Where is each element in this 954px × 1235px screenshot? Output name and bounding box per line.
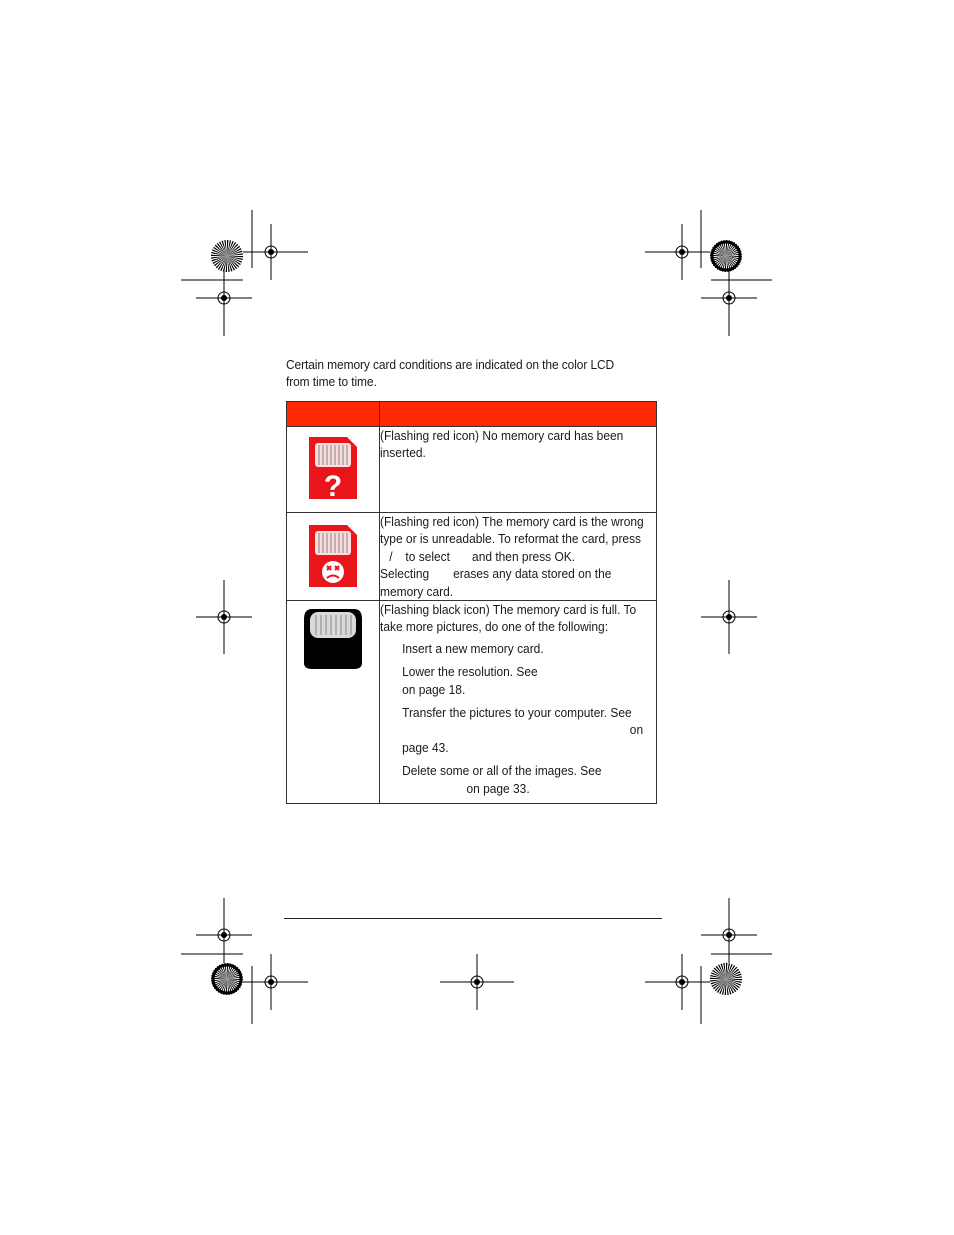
table-row: [287, 513, 657, 601]
svg-text:?: ?: [323, 470, 343, 501]
registration-star-mark: [710, 240, 742, 272]
description-cell: [380, 427, 657, 513]
memory-card-conditions-table: [286, 401, 657, 804]
card-full-options-list: [380, 640, 647, 797]
icon-cell: [287, 601, 380, 804]
list-item: Transfer the pictures to your computer. See on page 43.: [402, 705, 644, 755]
wrong-card-description: (Flashing red icon) The memory card is the wrong type or is unreadable. To reformat the card, press / to select and then press OK.Selecting erases any data stored on the memory card.: [380, 514, 644, 599]
registration-star-mark: [211, 963, 243, 995]
no-card-description: (Flashing red icon) No memory card has been inserted.: [380, 428, 624, 461]
header-cell-description: [380, 402, 657, 427]
table-row: [287, 601, 657, 804]
registration-star-mark: [710, 963, 742, 995]
footer-rule: [284, 918, 662, 919]
list-item: Lower the resolution. See on page 18.: [402, 664, 538, 697]
card-full-description: (Flashing black icon) The memory card is full. To take more pictures, do one of the following:: [380, 602, 637, 635]
icon-cell: [287, 513, 380, 601]
intro-paragraph: Certain memory card conditions are indicated on the color LCD from time to time.: [286, 357, 615, 389]
header-cell-icon: [287, 402, 380, 427]
list-item: Insert a new memory card.: [402, 640, 544, 656]
description-cell: [380, 513, 657, 601]
table-header-row: [287, 402, 657, 427]
table-row: [287, 427, 657, 513]
registration-star-mark: [211, 240, 243, 272]
icon-cell: [287, 427, 380, 513]
memory-card-full-icon: [302, 607, 364, 671]
memory-card-error-icon: [307, 523, 359, 589]
memory-card-question-icon: [307, 435, 359, 501]
description-cell: [380, 601, 657, 804]
list-item: Delete some or all of the images. See on page 33.: [402, 763, 602, 796]
